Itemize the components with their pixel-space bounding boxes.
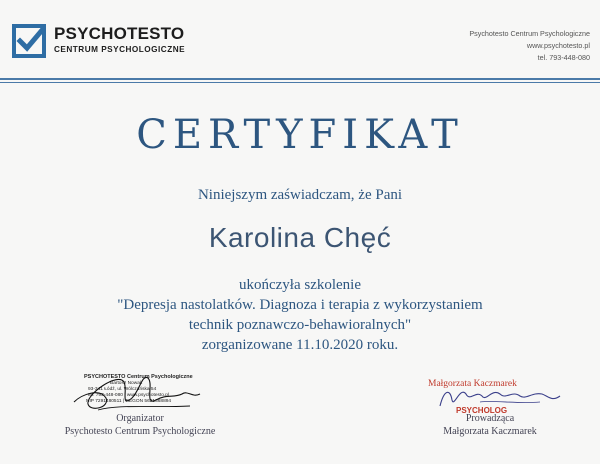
body-line-2: "Depresja nastolatków. Diagnoza i terapia z wykorzystaniem [117, 297, 483, 313]
svg-text:93-341 Łódź, ul. Wólczańska 54: 93-341 Łódź, ul. Wólczańska 54 [88, 387, 157, 392]
intro-text: Niniejszym zaświadczam, że Pani [197, 187, 403, 203]
body-line-4: zorganizowane 11.10.2020 roku. [201, 337, 399, 353]
organizer-name: Psychotesto Centrum Psychologiczne [64, 426, 216, 437]
svg-text:PSYCHOLOG: PSYCHOLOG [456, 406, 508, 415]
trainer-name: Małgorzata Kaczmarek [443, 426, 537, 437]
svg-text:PSYCHOTESTO Centrum Psychologi: PSYCHOTESTO Centrum Psychologiczne [84, 374, 193, 380]
contact-company: Psychotesto Centrum Psychologiczne [469, 29, 590, 38]
trainer-role: Prowadząca [465, 413, 515, 424]
contact-info [469, 28, 590, 64]
checkbox-logo-icon [12, 24, 46, 58]
svg-text:Bartosz Nowak: Bartosz Nowak [110, 381, 143, 386]
certificate-title: CERTYFIKAT [136, 112, 464, 158]
brand-subtitle: CENTRUM PSYCHOLOGICZNE [54, 45, 186, 54]
body-line-1: ukończyła szkolenie [238, 277, 362, 293]
svg-text:tel. 793-448-080 | www.psychot: tel. 793-448-080 | www.psychotesto.pl [88, 393, 169, 398]
trainer-signature-scribble [440, 392, 560, 406]
svg-text:NIP 7291480511 | REGON 5621368: NIP 7291480511 | REGON 5621368894 [86, 399, 172, 404]
header-rule-thick [0, 78, 600, 80]
body-line-3: technik poznawczo-behawioralnych" [188, 317, 412, 333]
recipient-name: Karolina Chęć [208, 222, 392, 253]
trainer-stamp [420, 372, 570, 416]
trainer-signature-block [390, 412, 590, 438]
organizer-role: Organizator [116, 413, 164, 424]
organizer-stamp [70, 368, 220, 414]
brand-name: PSYCHOTESTO [54, 24, 185, 43]
brand [54, 25, 185, 54]
svg-text:Małgorzata Kaczmarek: Małgorzata Kaczmarek [428, 379, 517, 389]
header-rule-thin [0, 82, 600, 83]
organizer-signature-block [40, 412, 240, 438]
contact-phone: tel. 793-448-080 [537, 53, 590, 62]
contact-website: www.psychotesto.pl [526, 41, 590, 50]
